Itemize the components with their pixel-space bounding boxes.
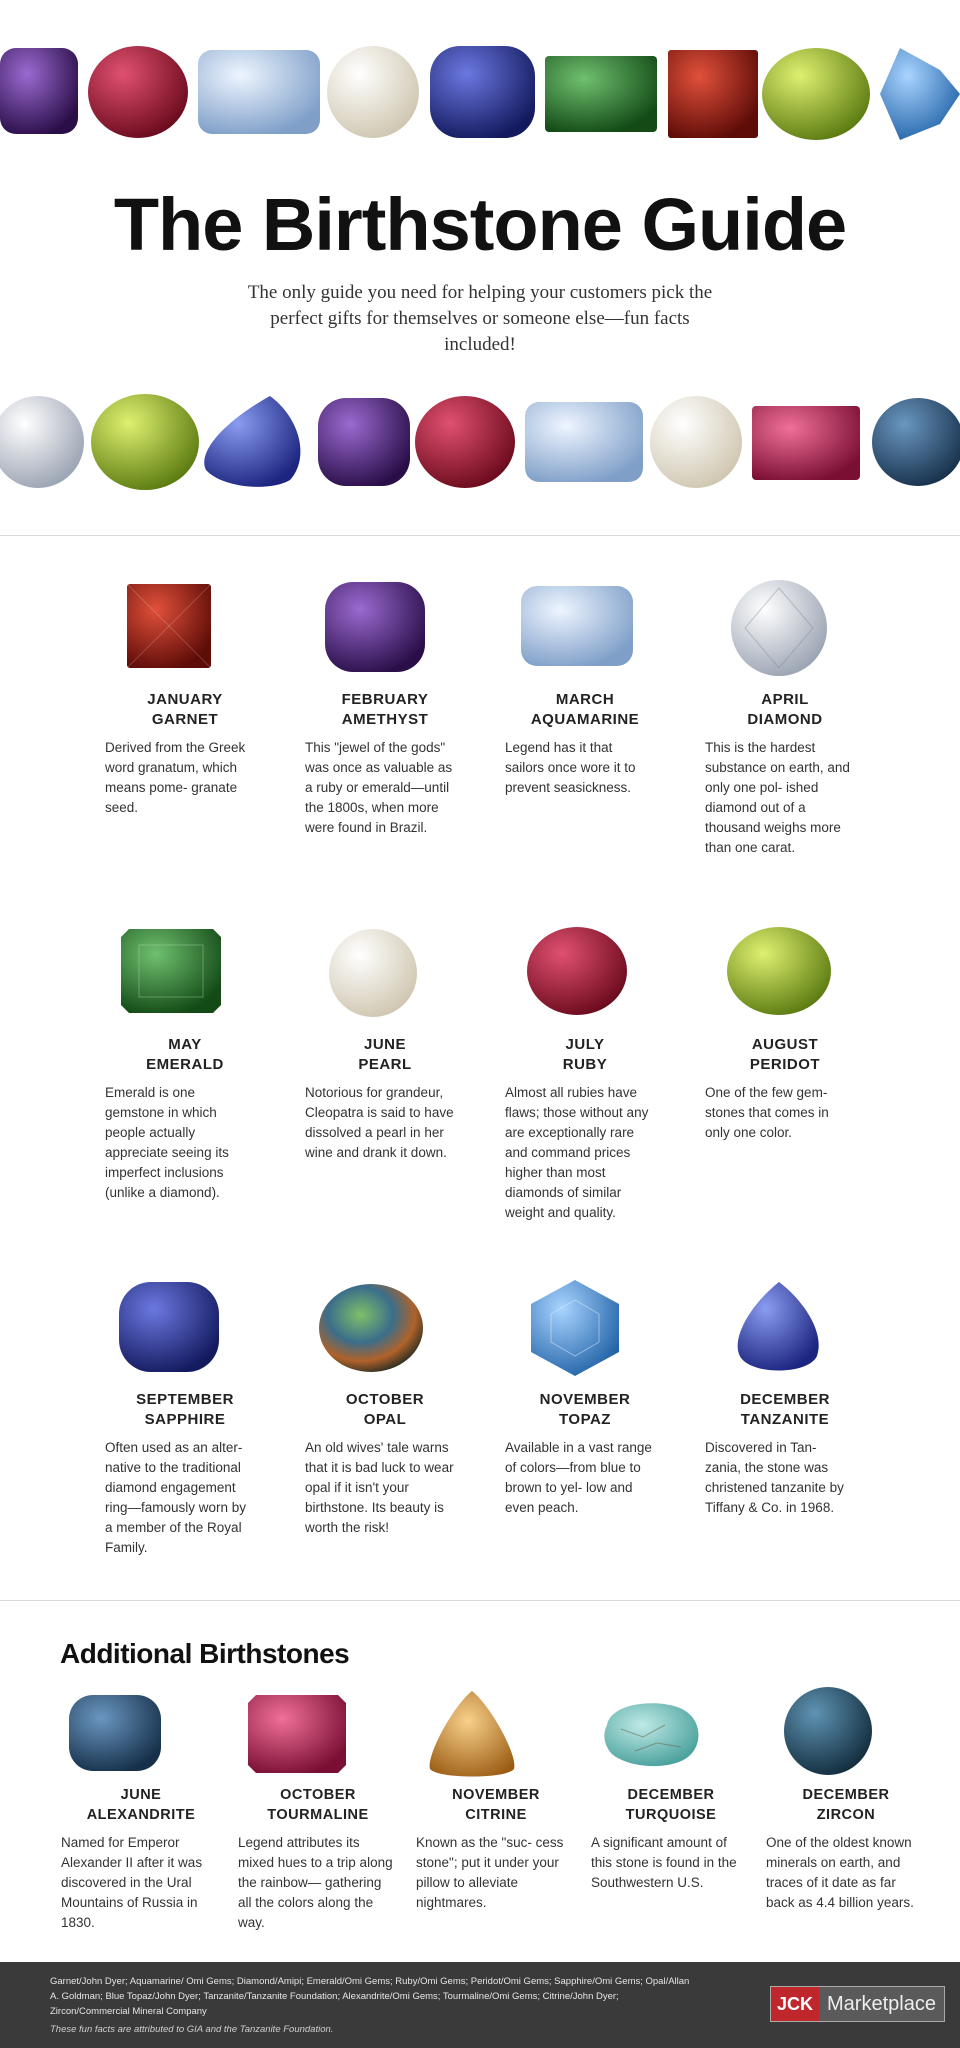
card-stone: ZIRCON <box>816 1807 876 1823</box>
additional-card-turquoise <box>585 1685 757 1893</box>
card-stone: CITRINE <box>465 1807 527 1823</box>
additional-card-alexandrite <box>55 1685 227 1933</box>
ruby-gem-icon <box>495 915 675 1035</box>
birthstone-card-november <box>495 1270 675 1518</box>
top-emerald-gem <box>545 56 657 132</box>
card-stone: TANZANITE <box>740 1411 830 1428</box>
card-month: JULY <box>565 1036 605 1053</box>
card-month: DECEMBER <box>627 1787 715 1803</box>
card-stone: TOURMALINE <box>267 1807 369 1823</box>
logo-jck: JCK <box>771 1987 819 2021</box>
card-fact: An old wives' tale warns that it is bad luck to wear opal if it isn't your birthstone. Its beauty is worth the risk! <box>305 1440 454 1535</box>
garnet-gem-icon <box>95 570 275 690</box>
pearl-gem-icon <box>295 915 475 1035</box>
turquoise-gem-icon <box>585 1685 757 1785</box>
card-stone: AQUAMARINE <box>530 711 640 728</box>
card-month: DECEMBER <box>802 1787 890 1803</box>
card-fact: Named for Emperor Alexander II after it was discovered in the Ural Mountains of Russia in 1830. <box>61 1835 203 1930</box>
card-month: APRIL <box>761 691 809 708</box>
second-peridot-gem <box>91 394 199 490</box>
top-aquamarine-gem <box>198 50 320 134</box>
birthstone-card-february <box>295 570 475 838</box>
card-month: JUNE <box>120 1787 162 1803</box>
card-fact: Almost all rubies have flaws; those without any are exceptionally rare and command prices higher than most diamonds of similar weight and quality. <box>505 1085 649 1220</box>
second-tourmaline-gem <box>752 406 860 480</box>
top-sapphire-gem <box>430 46 535 138</box>
zircon-gem-icon <box>760 1685 932 1785</box>
peridot-gem-icon <box>695 915 875 1035</box>
card-month: NOVEMBER <box>539 1391 631 1408</box>
section-divider-additional <box>0 1600 960 1601</box>
card-month: JANUARY <box>147 691 223 708</box>
second-gem-row-svg <box>0 388 960 498</box>
card-fact: Notorious for grandeur, Cleopatra is said to have dissolved a pearl in her wine and drank it down. <box>305 1085 454 1160</box>
top-peridot-gem <box>762 48 870 140</box>
photo-credits: Garnet/John Dyer; Aquamarine/ Omi Gems; Diamond/Amipi; Emerald/Omi Gems; Ruby/Omi Gems; Peridot/Omi Gems; Sapphire/Omi Gems; Opal/Allan A. Goldman; Blue Topaz/John Dyer; Tanzanite/Tanzanite Foundation; Alexandrite/Omi Gems; Tourmaline/Omi Gems; Citrine/John Dyer; Zircon/Commercial Mineral Company <box>50 1976 690 2017</box>
birthstone-card-october <box>295 1270 475 1538</box>
aquamarine-gem-icon <box>495 570 675 690</box>
card-fact: One of the oldest known minerals on earth, and traces of it date as far back as 4.4 billion years. <box>766 1835 914 1910</box>
card-fact: Available in a vast range of colors—from blue to brown to yel- low and even peach. <box>505 1440 652 1515</box>
top-gem-row <box>0 40 960 150</box>
page-subtitle: The only guide you need for helping your customers pick the perfect gifts for themselves or someone else—fun facts included! <box>247 282 713 355</box>
citrine-gem-icon <box>410 1685 582 1785</box>
birthstone-card-december <box>695 1270 875 1518</box>
card-stone: SAPPHIRE <box>144 1411 226 1428</box>
card-fact: Derived from the Greek word granatum, which means pome- granate seed. <box>105 740 246 815</box>
card-stone: GARNET <box>151 711 219 728</box>
card-month: DECEMBER <box>740 1391 830 1408</box>
card-stone: RUBY <box>562 1056 608 1073</box>
additional-title: Additional Birthstones <box>60 1638 350 1669</box>
card-stone: DIAMOND <box>747 711 823 728</box>
card-stone: EMERALD <box>146 1056 224 1073</box>
topaz-gem-icon <box>495 1270 675 1390</box>
facts-attribution: These fun facts are attributed to GIA and the Tanzanite Foundation. <box>50 2024 334 2035</box>
top-gem-row-svg <box>0 40 960 150</box>
opal-gem-icon <box>295 1270 475 1390</box>
second-gem-row <box>0 388 960 498</box>
diamond-gem-icon <box>695 570 875 690</box>
card-month: MAY <box>168 1036 202 1053</box>
card-month: NOVEMBER <box>452 1787 540 1803</box>
emerald-gem-icon <box>95 915 275 1035</box>
birthstone-card-september <box>95 1270 275 1558</box>
card-fact: Often used as an alter- native to the traditional diamond engagement ring—famously worn by a member of the Royal Family. <box>105 1440 247 1555</box>
card-stone: PERIDOT <box>749 1056 821 1073</box>
card-fact: A significant amount of this stone is found in the Southwestern U.S. <box>591 1835 737 1890</box>
card-stone: AMETHYST <box>341 711 429 728</box>
birthstone-card-august <box>695 915 875 1143</box>
additional-card-zircon <box>760 1685 932 1913</box>
card-month: AUGUST <box>751 1036 819 1053</box>
footer <box>0 1962 960 2048</box>
second-aquamarine-gem <box>525 402 643 482</box>
card-stone: PEARL <box>358 1056 412 1073</box>
card-fact: This "jewel of the gods" was once as valuable as a ruby or emerald—until the 1800s, when more were found in Brazil. <box>305 740 453 835</box>
card-fact: Legend attributes its mixed hues to a trip along the rainbow— gathering all the colors along the way. <box>238 1835 393 1930</box>
birthstone-card-january <box>95 570 275 818</box>
card-stone: TURQUOISE <box>625 1807 717 1823</box>
amethyst-gem-icon <box>295 570 475 690</box>
sapphire-gem-icon <box>95 1270 275 1390</box>
card-fact: Emerald is one gemstone in which people actually appreciate seeing its imperfect inclusions (unlike a diamond). <box>105 1085 229 1200</box>
page-title: The Birthstone Guide <box>113 183 847 266</box>
birthstone-card-july <box>495 915 675 1223</box>
top-pearl-gem <box>327 46 419 138</box>
card-fact: Discovered in Tan- zania, the stone was christened tanzanite by Tiffany & Co. in 1968. <box>705 1440 844 1515</box>
card-month: MARCH <box>555 691 615 708</box>
second-amethyst-gem <box>318 398 410 486</box>
card-stone: ALEXANDRITE <box>86 1807 196 1823</box>
alexandrite-gem-icon <box>55 1685 227 1785</box>
second-tanzanite-gem <box>204 396 300 487</box>
card-fact: Legend has it that sailors once wore it to prevent seasickness. <box>505 740 636 795</box>
additional-card-tourmaline <box>232 1685 404 1933</box>
birthstone-card-march <box>495 570 675 798</box>
top-ruby-gem <box>88 46 188 138</box>
logo-marketplace: Marketplace <box>819 1987 944 2021</box>
second-diamond-gem <box>0 396 84 488</box>
top-garnet-gem <box>668 50 758 138</box>
card-month: OCTOBER <box>345 1391 425 1408</box>
second-alexandrite-gem <box>872 398 960 486</box>
tourmaline-gem-icon <box>232 1685 404 1785</box>
card-fact: One of the few gem- stones that comes in only one color. <box>705 1085 829 1140</box>
birthstone-card-april <box>695 570 875 858</box>
card-month: FEBRUARY <box>341 691 429 708</box>
top-topaz-gem <box>880 48 960 140</box>
birthstone-card-may <box>95 915 275 1203</box>
card-month: JUNE <box>363 1036 406 1053</box>
card-stone: TOPAZ <box>559 1411 611 1428</box>
additional-card-citrine <box>410 1685 582 1913</box>
jck-marketplace-logo <box>770 1986 945 2022</box>
card-stone: OPAL <box>363 1411 407 1428</box>
card-month: SEPTEMBER <box>136 1391 234 1408</box>
tanzanite-gem-icon <box>695 1270 875 1390</box>
second-pearl-gem <box>650 396 742 488</box>
card-fact: This is the hardest substance on earth, and only one pol- ished diamond out of a thousand weighs more than one carat. <box>705 740 850 855</box>
card-fact: Known as the "suc- cess stone"; put it under your pillow to alleviate nightmares. <box>416 1835 564 1910</box>
top-amethyst-gem <box>0 48 78 134</box>
birthstone-card-june <box>295 915 475 1163</box>
second-ruby-gem <box>415 396 515 488</box>
card-month: OCTOBER <box>280 1787 356 1803</box>
section-divider <box>0 535 960 536</box>
